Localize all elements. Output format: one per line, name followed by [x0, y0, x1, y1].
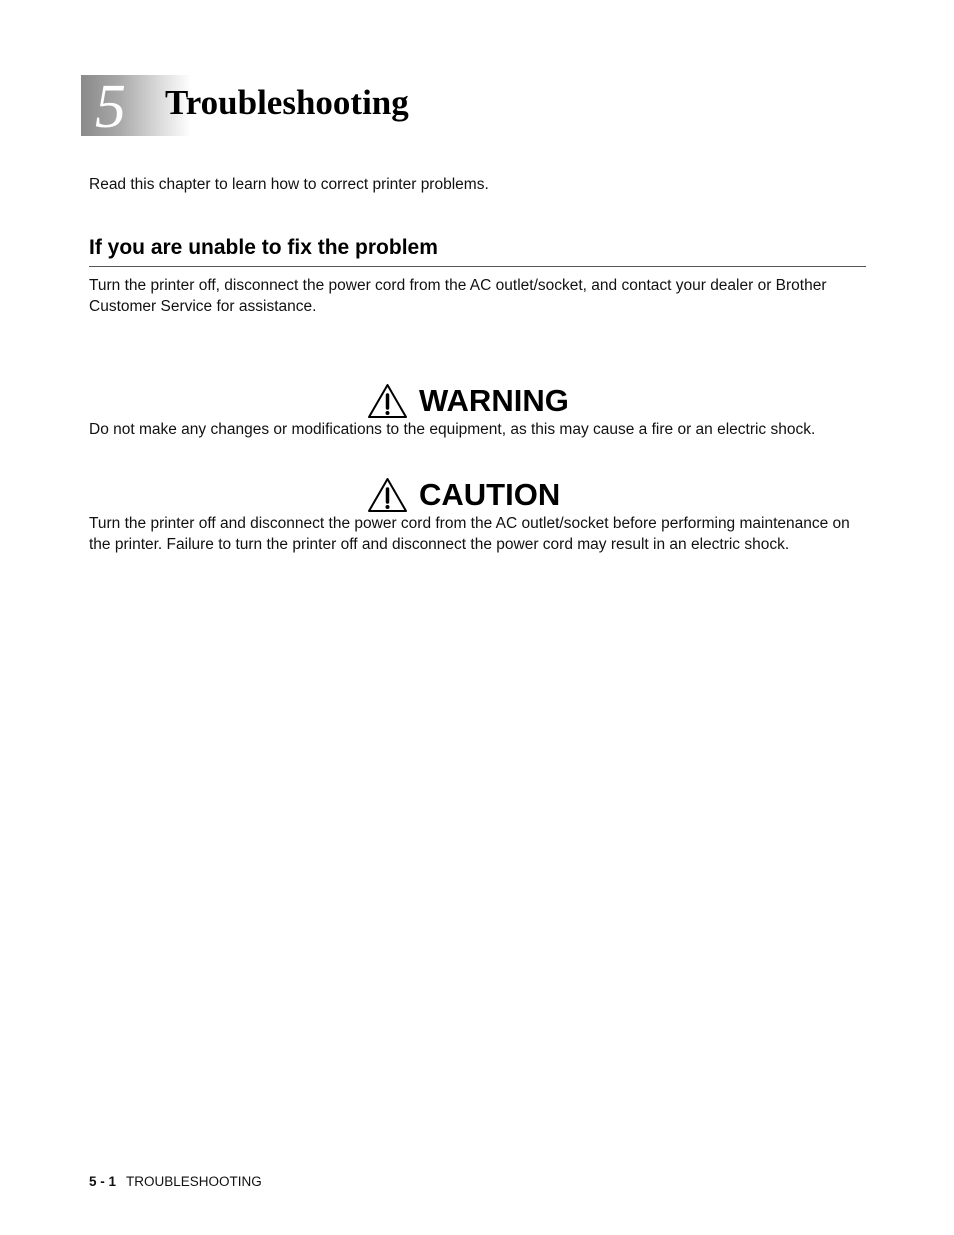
footer-page-number: 5 - 1 [89, 1174, 117, 1189]
warning-triangle-icon [366, 382, 409, 420]
chapter-number: 5 [95, 73, 126, 141]
warning-label: WARNING [419, 383, 569, 418]
caution-text: Turn the printer off and disconnect the power cord from the AC outlet/socket before performing maintenance on the printer. Failure to turn the printer off and disconnect the power cord may result in an electric shock. [89, 515, 850, 553]
caution-heading [366, 475, 560, 515]
page-footer [89, 1173, 262, 1191]
chapter-title: Troubleshooting [165, 83, 409, 122]
warning-triangle-icon [366, 476, 409, 514]
footer-chapter-title: TROUBLESHOOTING [126, 1174, 262, 1189]
caution-label: CAUTION [419, 477, 561, 512]
warning-heading [366, 381, 569, 421]
section-body: Turn the printer off, disconnect the power cord from the AC outlet/socket, and contact your dealer or Brother Customer Service for assistance. [89, 277, 827, 315]
intro-paragraph: Read this chapter to learn how to correct printer problems. [89, 176, 489, 193]
section-heading: If you are unable to fix the problem [89, 235, 866, 267]
chapter-header [81, 73, 881, 141]
warning-text: Do not make any changes or modifications to the equipment, as this may cause a fire or an electric shock. [89, 421, 816, 438]
